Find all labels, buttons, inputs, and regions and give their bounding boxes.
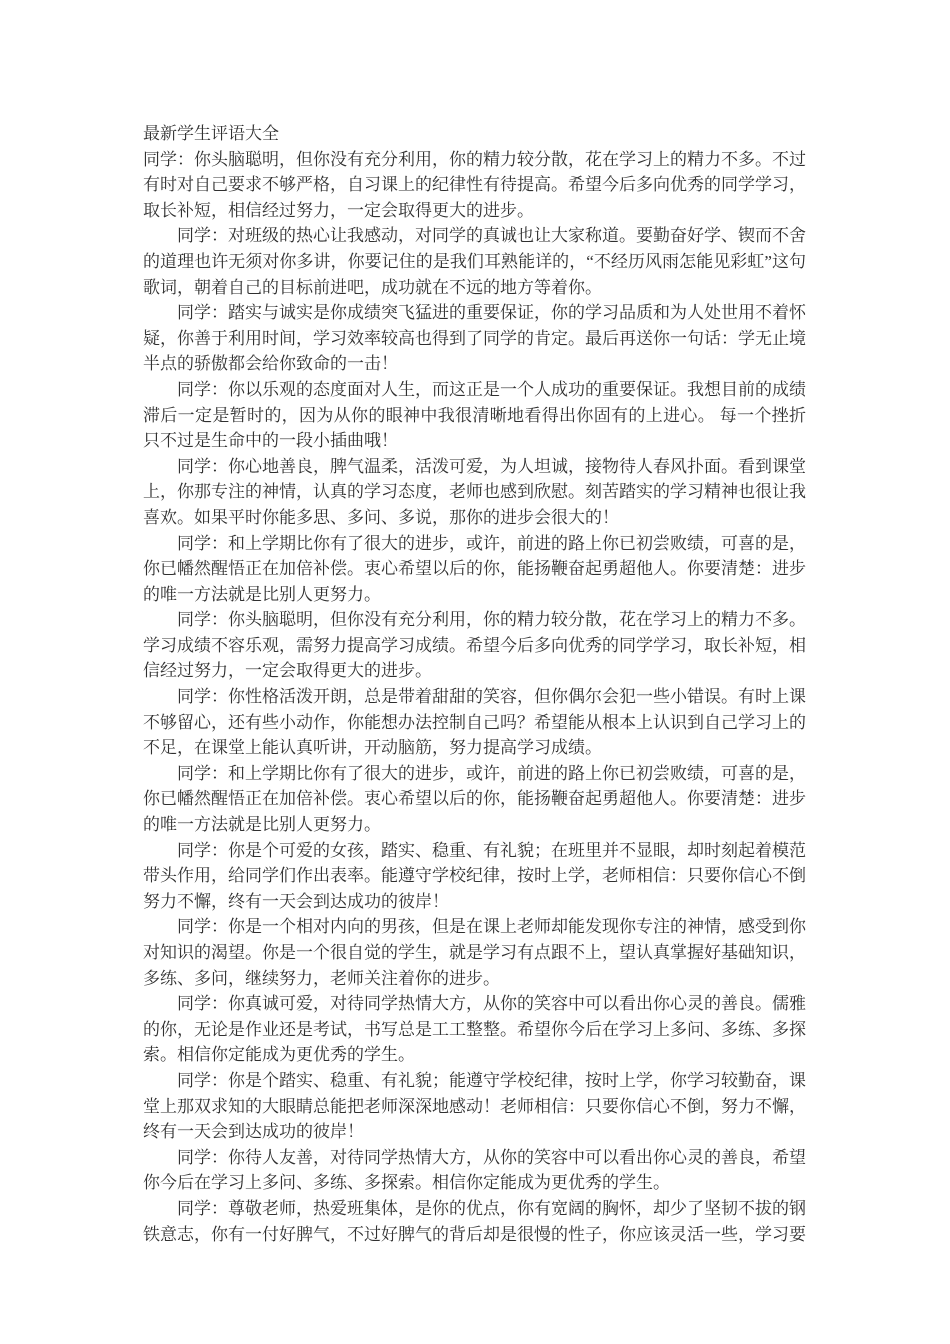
comment-paragraph: 同学：你是个踏实、稳重、有礼貌；能遵守学校纪律，按时上学，你学习较勤奋，课堂上那双求知的大眼睛总能把老师深深地感动！老师相信：只要你信心不倒，努力不懈，终有一天会到达成功的彼岸！ [143, 1070, 806, 1142]
comment-paragraph: 同学：和上学期比你有了很大的进步，或许，前进的路上你已初尝败绩，可喜的是，你已幡然醒悟正在加倍补偿。衷心希望以后的你，能扬鞭奋起勇超他人。你要清楚：进步的唯一方法就是比别人更努力。 [143, 533, 806, 604]
comment-paragraph: 同学：和上学期比你有了很大的进步，或许，前进的路上你已初尝败绩，可喜的是，你已幡然醒悟正在加倍补偿。衷心希望以后的你，能扬鞭奋起勇超他人。你要清楚：进步的唯一方法就是比别人更努力。 [143, 763, 806, 835]
document-page [143, 121, 806, 1247]
comment-paragraph: 同学：你以乐观的态度面对人生，而这正是一个人成功的重要保证。我想目前的成绩滞后一定是暂时的，因为从你的眼神中我很清晰地看得出你固有的上进心。 每一个挫折只不过是生命中的一段小插曲哦！ [143, 379, 806, 451]
comment-paragraph: 同学：你真诚可爱，对待同学热情大方，从你的笑容中可以看出你心灵的善良。儒雅的你，无论是作业还是考试，书写总是工工整整。希望你今后在学习上多问、多练、多探索。相信你定能成为更优秀的学生。 [143, 994, 806, 1065]
comment-paragraph: 同学：你性格活泼开朗，总是带着甜甜的笑容，但你偶尔会犯一些小错误。有时上课不够留心，还有些小动作，你能想办法控制自己吗？希望能从根本上认识到自己学习上的不足，在课堂上能认真听讲，开动脑筋，努力提高学习成绩。 [143, 687, 806, 758]
comment-paragraph: 同学：你是一个相对内向的男孩，但是在课上老师却能发现你专注的神情，感受到你对知识的渴望。你是一个很自觉的学生，就是学习有点跟不上，望认真掌握好基础知识，多练、多问，继续努力，老师关注着你的进步。 [143, 917, 806, 988]
comment-paragraph: 同学：尊敬老师，热爱班集体，是你的优点，你有宽阔的胸怀，却少了坚韧不拔的钢铁意志，你有一付好脾气，不过好脾气的背后却是很慢的性子，你应该灵活一些，学习要 [143, 1198, 806, 1244]
comment-paragraph: 同学：踏实与诚实是你成绩突飞猛进的重要保证，你的学习品质和为人处世用不着怀疑，你善于利用时间，学习效率较高也得到了同学的肯定。最后再送你一句话：学无止境半点的骄傲都会给你致命的一击！ [143, 303, 806, 374]
document-title: 最新学生评语大全 [143, 124, 279, 143]
comment-paragraph: 同学：你待人友善，对待同学热情大方，从你的笑容中可以看出你心灵的善良，希望你今后在学习上多问、多练、多探索。相信你定能成为更优秀的学生。 [143, 1147, 806, 1193]
comment-paragraph: 同学：你心地善良，脾气温柔，活泼可爱，为人坦诚，接物待人春风扑面。看到课堂上，你那专注的神情，认真的学习态度，老师也感到欣慰。刻苦踏实的学习精神也很让我喜欢。如果平时你能多思、多问、多说，那你的进步会很大的！ [143, 456, 806, 527]
comment-paragraph: 同学：你头脑聪明，但你没有充分利用，你的精力较分散，花在学习上的精力不多。不过有时对自己要求不够严格，自习课上的纪律性有待提高。希望今后多向优秀的同学学习，取长补短，相信经过努力，一定会取得更大的进步。 [143, 149, 806, 220]
comment-paragraph: 同学：对班级的热心让我感动，对同学的真诚也让大家称道。要勤奋好学、锲而不舍的道理也许无须对你多讲，你要记住的是我们耳熟能详的，“不经历风雨怎能见彩虹”这句歌词，朝着自己的目标前进吧，成功就在不远的地方等着你。 [143, 226, 806, 297]
comment-paragraph: 同学：你头脑聪明，但你没有充分利用，你的精力较分散，花在学习上的精力不多。学习成绩不容乐观，需努力提高学习成绩。希望今后多向优秀的同学学习，取长补短，相信经过努力，一定会取得更大的进步。 [143, 610, 806, 681]
comment-paragraph: 同学：你是个可爱的女孩，踏实、稳重、有礼貌；在班里并不显眼，却时刻起着模范带头作用，给同学们作出表率。能遵守学校纪律，按时上学，老师相信：只要你信心不倒努力不懈，终有一天会到达成功的彼岸！ [143, 840, 806, 911]
